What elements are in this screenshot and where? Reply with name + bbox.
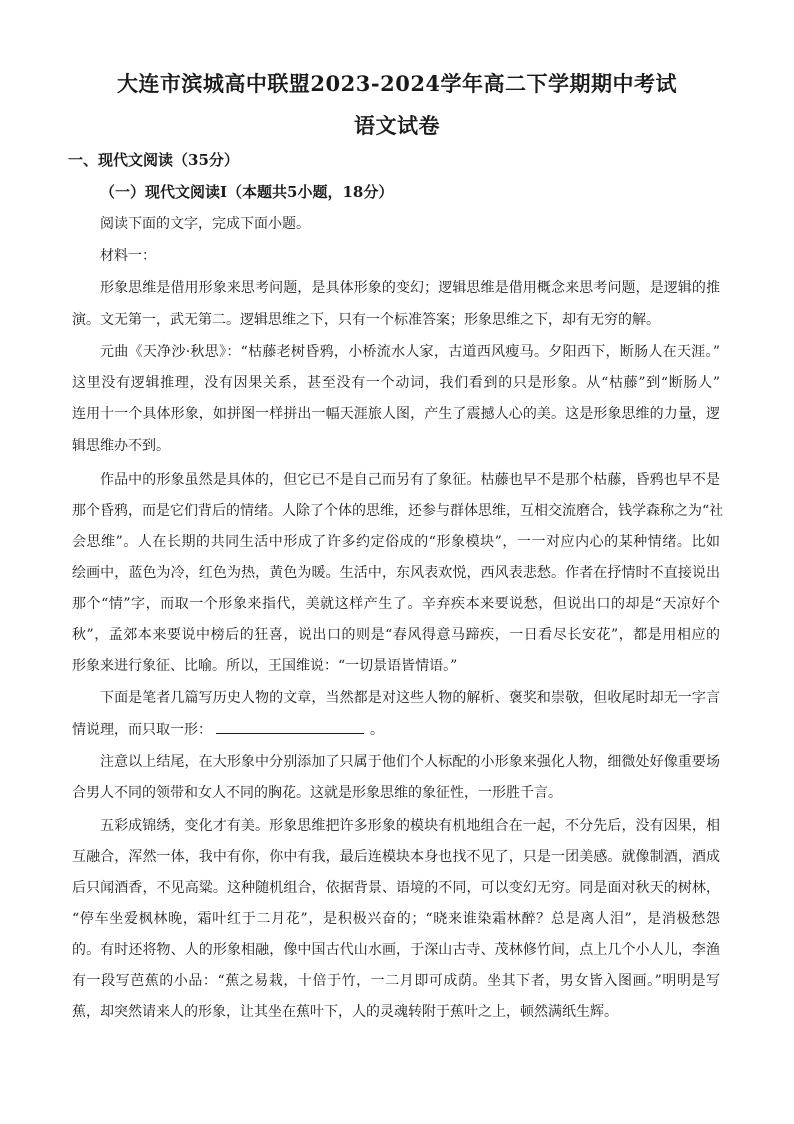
paragraph-line: 这里没有逻辑推理，没有因果关系，甚至没有一个动词，我们看到的只是形象。从“枯藤”到“断肠人”: [72, 375, 720, 391]
paragraph-line: 那个昏鸦，而是它们背后的情绪。人除了个体的思维，还参与群体思维，互相交流磨合，钱学森称之为“社: [72, 503, 724, 519]
material-label: 材料一：: [100, 248, 156, 264]
paragraph-line: 互融合，浑然一体，我中有你，你中有我，最后连模块本身也找不见了，只是一团美感。就像制酒，酒成: [72, 849, 720, 865]
paragraph-line: “停车坐爱枫林晚，霜叶红于二月花”，是积极兴奋的；“晓来谁染霜林醉？总是离人泪”，是消极愁怨: [72, 911, 720, 927]
paragraph-line: 形象来进行象征、比喻。所以，王国维说：“一切景语皆情语。”: [72, 658, 458, 674]
paragraph-line: 演。文无第一，武无第二。逻辑思维之下，只有一个标准答案；形象思维之下，却有无穷的解。: [72, 312, 660, 328]
paragraph-line: 元曲《天净沙·秋思》：“枯藤老树昏鸦，小桥流水人家，古道西风瘦马。夕阳西下，断肠人在天涯。”: [100, 344, 720, 360]
paragraph-line: 连用十一个具体形象，如拼图一样拼出一幅天涯旅人图，产生了震撼人心的美。这是形象思维的力量，逻: [72, 406, 720, 422]
blank-prefix: 情说理，而只取一形：: [72, 722, 212, 738]
paragraph-line: 的。有时还将物、人的形象相融，像中国古代山水画，于深山古寺、茂林修竹间，点上几个小人儿，李渔: [72, 942, 720, 958]
paragraph-line: 合男人不同的领带和女人不同的胸花。这就是形象思维的象征性，一形胜千言。: [72, 785, 562, 801]
paragraph-line: 五彩成锦绣，变化才有美。形象思维把许多形象的模块有机地组合在一起，不分先后，没有因果，相: [100, 818, 720, 834]
paragraph-line: 下面是笔者几篇写历史人物的文章，当然都是对这些人物的解析、褒奖和崇敬，但收尾时却无一字言: [100, 690, 720, 706]
paragraph-line: 辑思维办不到。: [72, 438, 170, 454]
paragraph-line: 作品中的形象虽然是具体的，但它已不是自己而另有了象征。枯藤也早不是那个枯藤，昏鸦也早不是: [100, 472, 720, 488]
exam-subtitle: 语文试卷: [354, 113, 440, 138]
paragraph-line: 绘画中，蓝色为冷，红色为热，黄色为暖。生活中，东风表欢悦，西风表悲愁。作者在抒情时不直接说出: [72, 565, 720, 581]
paragraph-line: 形象思维是借用形象来思考问题，是具体形象的变幻；逻辑思维是借用概念来思考问题，是逻辑的推: [100, 280, 720, 296]
subsection-heading: （一）现代文阅读Ⅰ（本题共5小题，18分）: [100, 183, 394, 201]
reading-instruction: 阅读下面的文字，完成下面小题。: [100, 216, 310, 232]
blank-suffix: 。: [370, 722, 384, 738]
paragraph-line: 注意以上结尾，在大形象中分别添加了只属于他们个人标配的小形象来强化人物，细微处好像重要场: [100, 754, 720, 770]
paragraph-line: 会思维”。人在长期的共同生活中形成了许多约定俗成的“形象模块”，一一对应内心的某种情绪。比如: [72, 534, 720, 550]
paragraph-line: 后只闻酒香，不见高粱。这种随机组合，依据背景、语境的不同，可以变幻无穷。同是面对秋天的树林，: [72, 880, 720, 896]
paragraph-line-with-blank: [72, 719, 720, 740]
section-heading: 一、现代文阅读（35分）: [68, 151, 239, 169]
paragraph-line: 那个“情”字，而取一个形象来指代，美就这样产生了。辛弃疾本来要说愁，但说出口的却是“天凉好个: [72, 596, 720, 612]
paragraph-line: 有一段写芭蕉的小品：“蕉之易栽，十倍于竹，一二月即可成荫。坐其下者，男女皆入图画。”明明是写: [72, 973, 720, 989]
paragraph-line: 秋”，孟郊本来要说中榜后的狂喜，说出口的则是“春风得意马蹄疾，一日看尽长安花”，都是用相应的: [72, 627, 720, 643]
paragraph-line: 蕉，却突然请来人的形象，让其坐在蕉叶下，人的灵魂转附于蕉叶之上，顿然满纸生辉。: [72, 1004, 618, 1020]
exam-title: 大连市滨城高中联盟2023-2024学年高二下学期期中考试: [116, 71, 678, 96]
answer-blank[interactable]: [216, 719, 364, 734]
